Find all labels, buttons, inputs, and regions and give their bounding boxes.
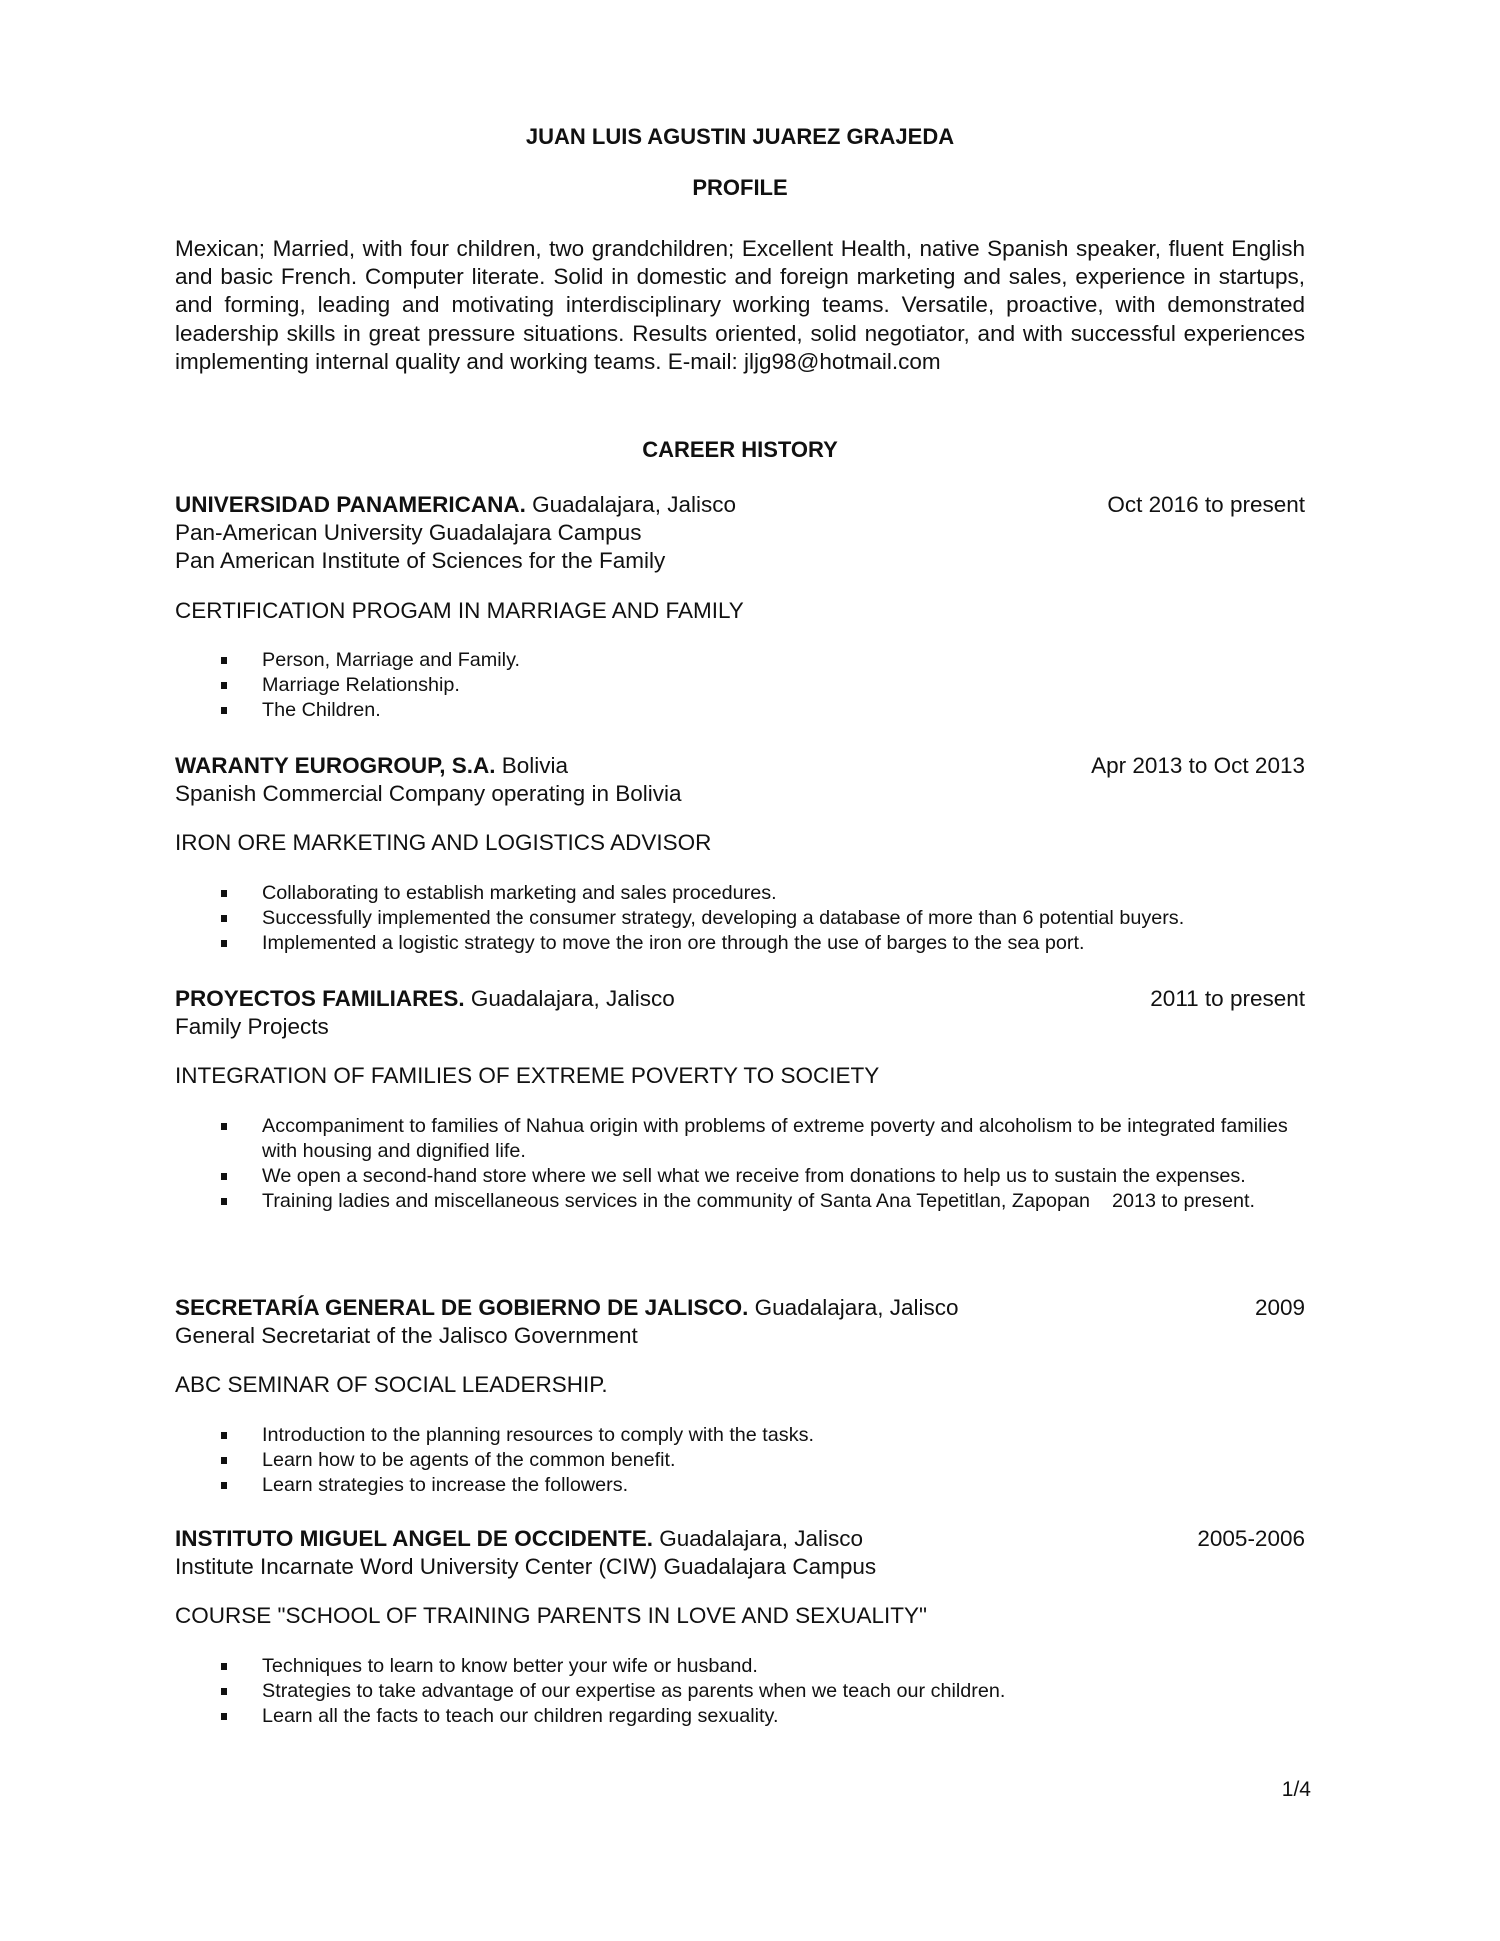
job-header [175, 1294, 1305, 1322]
list-item [175, 1473, 1305, 1498]
bullet-icon [221, 1198, 227, 1205]
job-header [175, 985, 1305, 1013]
bullet-icon [221, 1123, 227, 1130]
list-item [175, 1114, 1305, 1164]
bullet-text: Collaborating to establish marketing and sales procedures. [262, 881, 777, 904]
page-number: 1/4 [1281, 1778, 1311, 1801]
list-item [175, 1704, 1305, 1729]
job-location: Bolivia [495, 753, 569, 778]
job-subtitle: Pan American Institute of Sciences for the Family [175, 548, 666, 574]
bullet-icon [221, 1482, 227, 1489]
bullet-text: Marriage Relationship. [262, 674, 460, 697]
job-bullets [175, 1114, 1305, 1215]
bullet-text: Learn strategies to increase the followers. [262, 1474, 629, 1497]
job-subtitle: Pan-American University Guadalajara Campus [175, 520, 642, 546]
list-item [175, 1448, 1305, 1473]
job-role: CERTIFICATION PROGAM IN MARRIAGE AND FAMILY [175, 597, 744, 623]
list-item [175, 648, 1305, 673]
job-date: Apr 2013 to Oct 2013 [1091, 753, 1305, 778]
list-item [175, 673, 1305, 698]
job-bullets [175, 648, 1305, 724]
job-org: UNIVERSIDAD PANAMERICANA. [175, 492, 526, 517]
job-entry [175, 752, 1305, 956]
list-item [175, 1423, 1305, 1448]
bullet-text: Successfully implemented the consumer strategy, developing a database of more than 6 potential buyers. [262, 906, 1185, 929]
job-org: SECRETARÍA GENERAL DE GOBIERNO DE JALISCO. [175, 1295, 749, 1320]
job-bullets [175, 1654, 1305, 1730]
bullet-icon [221, 915, 227, 922]
bullet-text: Learn how to be agents of the common benefit. [262, 1448, 676, 1471]
list-item [175, 931, 1305, 956]
job-org: PROYECTOS FAMILIARES. [175, 986, 465, 1011]
bullet-icon [221, 1173, 227, 1180]
list-item [175, 1679, 1305, 1704]
job-org-line [175, 1525, 863, 1553]
career-heading: CAREER HISTORY [642, 437, 838, 462]
list-item [175, 906, 1305, 931]
job-subtitle: Spanish Commercial Company operating in Bolivia [175, 781, 682, 807]
profile-text: Mexican; Married, with four children, two grandchildren; Excellent Health, native Spanish speaker, fluent English and basic French. Computer literate. Solid in domestic and foreign marketing and sales, experience in startups, and forming, leading and motivating interdisciplinary working teams. Versatile, proactive, with demonstrated leadership skills in great pressure situations. Results oriented, solid negotiator, and with successful experiences implementing internal quality and working teams. E-mail: jljg98@hotmail.com [175, 236, 1305, 374]
list-item [175, 881, 1305, 906]
job-subtitle: Institute Incarnate Word University Center (CIW) Guadalajara Campus [175, 1554, 877, 1580]
job-location: Guadalajara, Jalisco [652, 1526, 864, 1551]
bullet-text: Accompaniment to families of Nahua origin with problems of extreme poverty and alcoholism to be integrated families with housing and dignified life. [262, 1114, 1294, 1162]
job-subtitle: General Secretariat of the Jalisco Government [175, 1323, 638, 1349]
bullet-icon [221, 1457, 227, 1464]
bullet-text: Training ladies and miscellaneous services in the community of Santa Ana Tepetitlan, Zapopan 2013 to present. [262, 1190, 1255, 1213]
job-org-line [175, 1294, 959, 1322]
bullet-text: Introduction to the planning resources to comply with the tasks. [262, 1423, 814, 1446]
job-date: 2011 to present [1150, 986, 1305, 1011]
bullet-text: We open a second-hand store where we sell what we receive from donations to help us to sustain the expenses. [262, 1165, 1246, 1188]
bullet-icon [221, 1713, 227, 1720]
profile-heading: PROFILE [692, 175, 788, 200]
job-org: WARANTY EUROGROUP, S.A. [175, 753, 496, 778]
bullet-icon [221, 1432, 227, 1439]
job-entry [175, 1294, 1305, 1498]
job-org-line [175, 985, 675, 1013]
job-org-line [175, 752, 568, 780]
job-date: 2005-2006 [1197, 1526, 1305, 1551]
bullet-icon [221, 682, 227, 689]
bullet-icon [221, 940, 227, 947]
job-role: ABC SEMINAR OF SOCIAL LEADERSHIP. [175, 1372, 608, 1398]
job-role: COURSE "SCHOOL OF TRAINING PARENTS IN LOVE AND SEXUALITY" [175, 1603, 927, 1629]
job-location: Guadalajara, Jalisco [464, 986, 675, 1011]
bullet-text: The Children. [262, 699, 381, 722]
job-entry [175, 491, 1305, 723]
job-bullets [175, 1423, 1305, 1499]
resume-name: JUAN LUIS AGUSTIN JUAREZ GRAJEDA [525, 124, 955, 149]
job-location: Guadalajara, Jalisco [525, 492, 736, 517]
job-org-line [175, 491, 736, 519]
job-entry [175, 1525, 1305, 1729]
bullet-icon [221, 1663, 227, 1670]
bullet-icon [221, 1688, 227, 1695]
job-org: INSTITUTO MIGUEL ANGEL DE OCCIDENTE. [175, 1526, 653, 1551]
bullet-text: Strategies to take advantage of our expertise as parents when we teach our children. [262, 1679, 1006, 1702]
job-date: Oct 2016 to present [1107, 492, 1305, 517]
job-entry [175, 985, 1305, 1214]
list-item [175, 1654, 1305, 1679]
bullet-icon [221, 657, 227, 664]
job-header [175, 491, 1305, 519]
job-date: 2009 [1254, 1295, 1305, 1320]
job-role: INTEGRATION OF FAMILIES OF EXTREME POVERTY TO SOCIETY [175, 1063, 880, 1089]
bullet-icon [221, 890, 227, 897]
job-role: IRON ORE MARKETING AND LOGISTICS ADVISOR [175, 830, 712, 856]
job-header [175, 752, 1305, 780]
list-item [175, 1164, 1305, 1189]
list-item [175, 698, 1305, 723]
bullet-text: Implemented a logistic strategy to move the iron ore through the use of barges to the sea port. [262, 932, 1085, 955]
job-subtitle: Family Projects [175, 1014, 329, 1040]
bullet-icon [221, 707, 227, 714]
job-location: Guadalajara, Jalisco [748, 1295, 959, 1320]
job-header [175, 1525, 1305, 1553]
job-bullets [175, 881, 1305, 957]
bullet-text: Person, Marriage and Family. [262, 648, 520, 671]
list-item [175, 1189, 1305, 1214]
bullet-text: Learn all the facts to teach our children regarding sexuality. [262, 1705, 779, 1728]
bullet-text: Techniques to learn to know better your wife or husband. [262, 1654, 758, 1677]
